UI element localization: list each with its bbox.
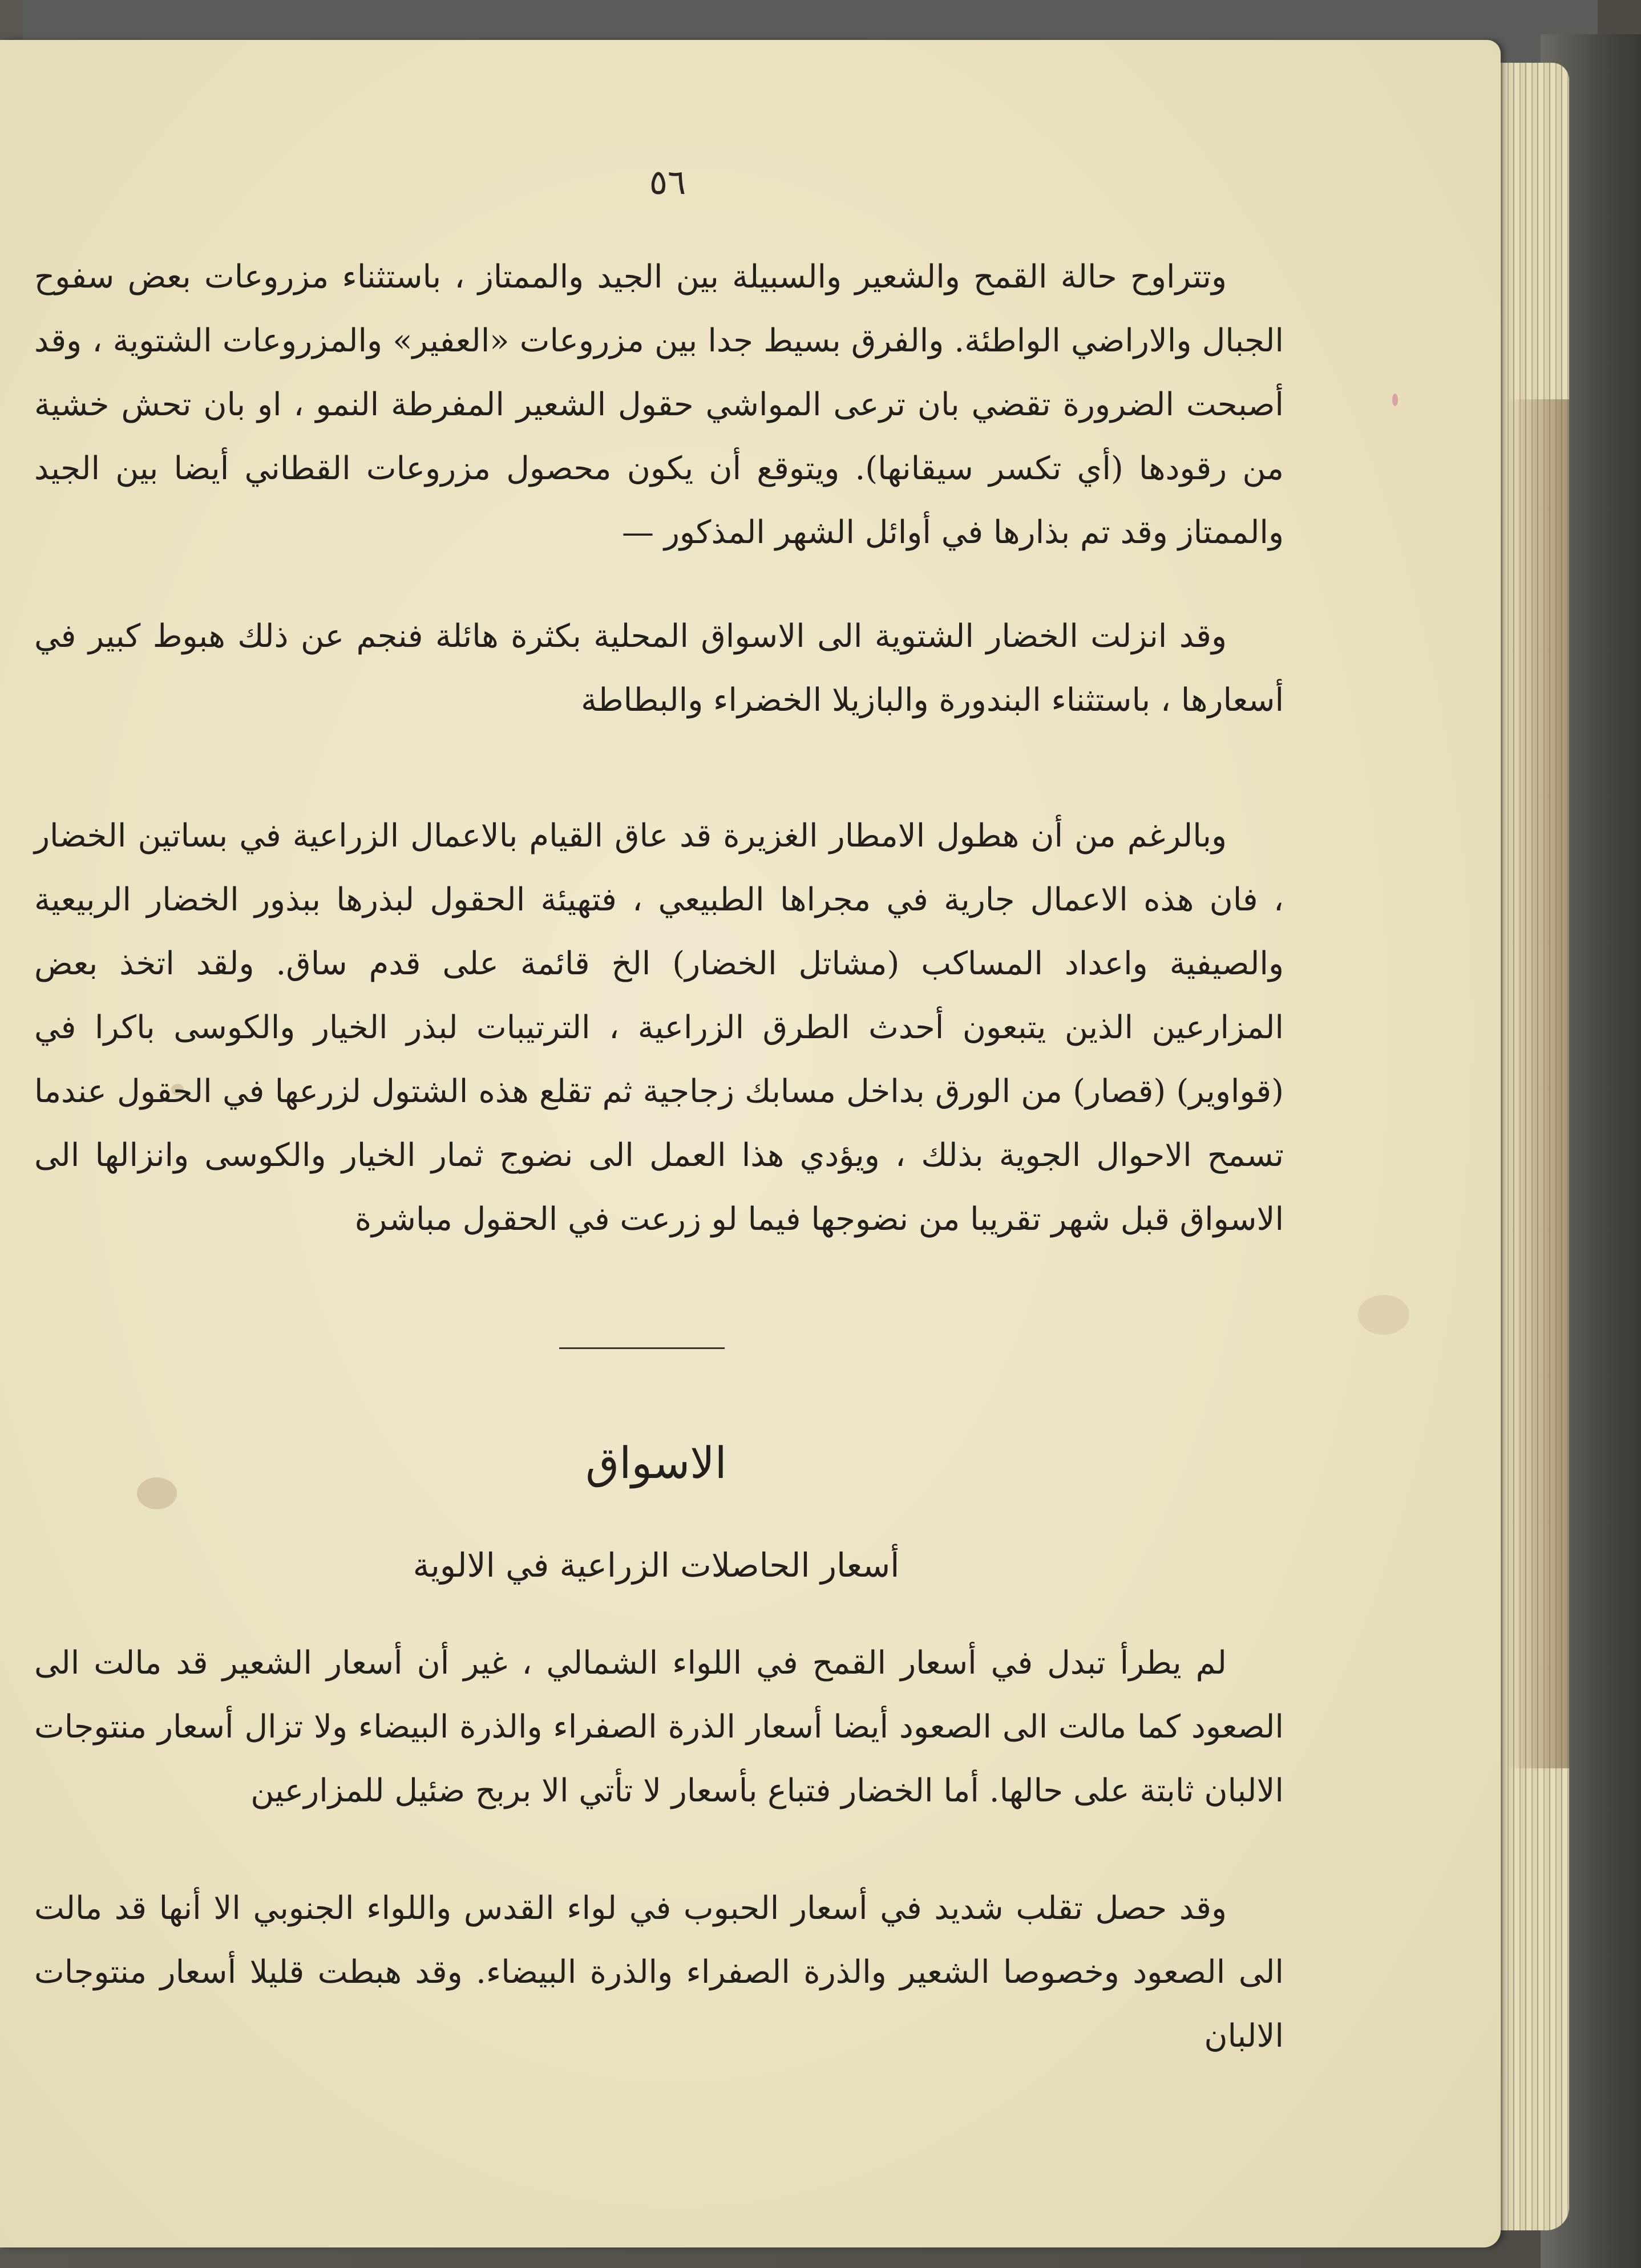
section-subtitle: أسعار الحاصلات الزراعية في الالوية — [413, 1546, 900, 1585]
paragraph-crops-condition: وتتراوح حالة القمح والشعير والسبيلة بين الجيد والممتاز ، باستثناء مزروعات بعض سفوح الجبال والاراضي الواطئة. والفرق بسيط جدا بين مزروعات «العفير» والمزروعات الشتوية ، وقد أصبحت الضرورة تقضي بان ترعى المواشي حقول الشعير المفرطة النمو ، او بان تحش خشية من رقودها (أي تكسر سيقانها). ويتوقع أن يكون محصول مزروعات القطاني أيضا بين الجيد والممتاز وقد تم بذارها في أوائل الشهر المذكور — — [34, 258, 1284, 551]
section-divider — [559, 1347, 725, 1349]
ink-mark — [1392, 394, 1398, 406]
page-number: ٥٦ — [649, 163, 686, 202]
paper-stain — [137, 1477, 177, 1509]
paper-stain — [1358, 1295, 1409, 1335]
paragraph-winter-vegetables: وقد انزلت الخضار الشتوية الى الاسواق المحلية بكثرة هائلة فنجم عن ذلك هبوط كبير في أسعارها ، باستثناء البندورة والبازيلا الخضراء والبطاطة — [34, 618, 1284, 719]
section-title: الاسواق — [585, 1437, 727, 1488]
paragraph-northern-district-prices: لم يطرأ تبدل في أسعار القمح في اللواء الشمالي ، غير أن أسعار الشعير قد مالت الى الصعود كما مالت الى الصعود أيضا أسعار الذرة الصفراء والذرة البيضاء ولا تزال أسعار منتوجات الالبان ثابتة على حالها. أما الخضار فتباع بأسعار لا تأتي الا بربح ضئيل للمزارعين — [34, 1645, 1284, 1809]
page-edge-wear — [1506, 399, 1569, 1768]
paragraph-jerusalem-southern-prices: وقد حصل تقلب شديد في أسعار الحبوب في لواء القدس واللواء الجنوبي الا أنها قد مالت الى الصعود وخصوصا الشعير والذرة الصفراء والذرة البيضاء. وقد هبطت قليلا أسعار منتوجات الالبان — [34, 1890, 1284, 2055]
paragraph-vegetable-gardens: وبالرغم من أن هطول الامطار الغزيرة قد عاق القيام بالاعمال الزراعية في بساتين الخضار ، فان هذه الاعمال جارية في مجراها الطبيعي ، فتهيئة الحقول لبذرها ببذور الخضار الربيعية والصيفية واعداد المساكب (مشاتل الخضار) الخ قائمة على قدم ساق. ولقد اتخذ بعض المزارعين الذين يتبعون أحدث الطرق الزراعية ، الترتيبات لبذر الخيار والكوسى باكرا في (قواوير) (قصار) من الورق بداخل مسابك زجاجية ثم تقلع هذه الشتول لزرعها في الحقول عندما تسمح الاحوال الجوية بذلك ، ويؤدي هذا العمل الى نضوج ثمار الخيار والكوسى وانزالها الى الاسواق قبل شهر تقريبا من نضوجها فيما لو زرعت في الحقول مباشرة — [34, 817, 1284, 1238]
